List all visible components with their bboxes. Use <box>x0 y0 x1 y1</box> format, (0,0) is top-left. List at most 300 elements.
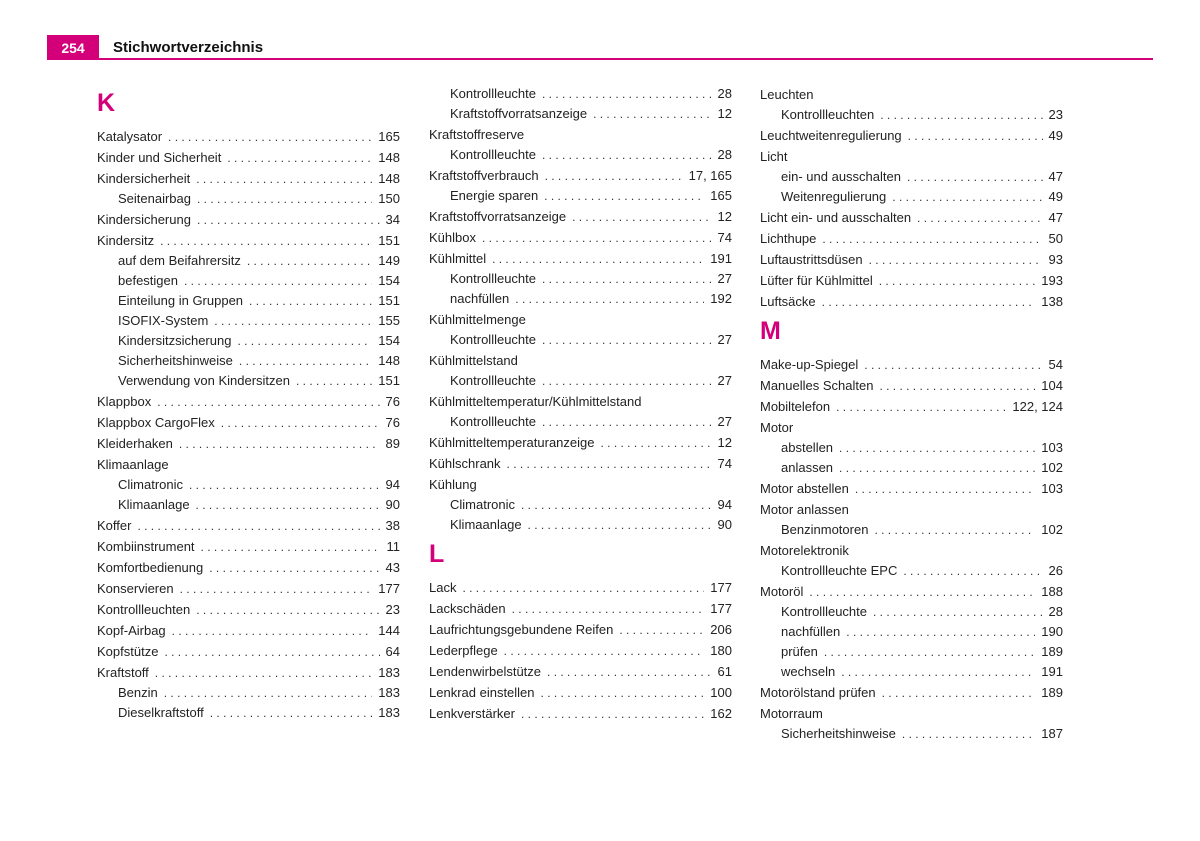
index-term: Dieselkraftstoff <box>118 705 204 720</box>
index-term: Kombiinstrument <box>97 539 195 554</box>
index-term: Lichthupe <box>760 231 817 246</box>
index-subentry <box>429 330 732 350</box>
dot-leader <box>619 620 704 641</box>
page-reference: 177 <box>710 580 732 595</box>
page-reference: 144 <box>378 623 400 638</box>
index-term: Leuchtweitenregulierung <box>760 128 902 143</box>
index-entry <box>429 248 732 269</box>
dot-leader <box>214 311 372 331</box>
index-term: nachfüllen <box>450 291 510 306</box>
dot-leader <box>184 271 372 291</box>
index-term: Kraftstoff <box>97 665 149 680</box>
dot-leader <box>593 104 711 124</box>
page-reference: 148 <box>378 353 400 368</box>
dot-leader <box>846 622 1035 642</box>
dot-leader <box>197 210 380 231</box>
index-entry <box>97 599 400 620</box>
index-entry <box>760 291 1063 312</box>
index-term: Klimaanlage <box>118 497 190 512</box>
page-reference: 102 <box>1041 460 1063 475</box>
dot-leader <box>839 458 1035 478</box>
page-reference: 189 <box>1041 685 1063 700</box>
dot-leader <box>239 351 372 371</box>
index-term: Lüfter für Kühlmittel <box>760 273 873 288</box>
index-entry <box>429 165 732 186</box>
index-entry <box>97 168 400 189</box>
index-term: Licht <box>760 149 788 164</box>
index-term: Kopfstütze <box>97 644 159 659</box>
index-term: Kühlmittel <box>429 251 487 266</box>
page-reference: 12 <box>717 435 732 450</box>
section-letter: M <box>760 317 781 345</box>
dot-leader <box>237 331 372 351</box>
dot-leader <box>172 621 373 642</box>
page-reference: 190 <box>1041 624 1063 639</box>
page-reference: 206 <box>710 622 732 637</box>
page-reference: 100 <box>710 685 732 700</box>
index-term: Klimaanlage <box>450 517 522 532</box>
index-column-1 <box>97 84 400 723</box>
index-subentry <box>97 351 400 371</box>
dot-leader <box>492 249 704 270</box>
page-reference: 165 <box>378 129 400 144</box>
index-term: anlassen <box>781 460 834 475</box>
dot-leader <box>197 189 372 209</box>
page-reference: 90 <box>717 517 732 532</box>
index-subentry <box>760 662 1063 682</box>
index-entry <box>760 703 1063 724</box>
page-header <box>0 0 1200 60</box>
index-term: Kontrollleuchte <box>450 332 536 347</box>
index-subentry <box>760 520 1063 540</box>
page-reference: 74 <box>717 456 732 471</box>
index-term: Mobiltelefon <box>760 399 831 414</box>
dot-leader <box>839 438 1035 458</box>
index-entry <box>97 147 400 168</box>
page-reference: 183 <box>378 665 400 680</box>
page-reference: 188 <box>1041 584 1063 599</box>
index-entry <box>760 146 1063 167</box>
dot-leader <box>507 454 712 475</box>
dot-leader <box>504 641 705 662</box>
index-term: Weitenregulierung <box>781 189 887 204</box>
dot-leader <box>542 145 712 165</box>
index-subentry <box>97 371 400 391</box>
dot-leader <box>600 433 711 454</box>
dot-leader <box>907 167 1043 187</box>
dot-leader <box>542 412 712 432</box>
index-term: Seitenairbag <box>118 191 191 206</box>
index-term: Komfortbedienung <box>97 560 204 575</box>
index-term: Kühlmitteltemperatur/Kühlmittelstand <box>429 394 642 409</box>
index-term: Kühlung <box>429 477 477 492</box>
index-term: Kontrollleuchte <box>450 86 536 101</box>
index-entry <box>97 209 400 230</box>
dot-leader <box>882 683 1036 704</box>
dot-leader <box>221 413 380 434</box>
index-entry <box>760 270 1063 291</box>
index-entry <box>97 433 400 454</box>
index-term: Climatronic <box>450 497 516 512</box>
dot-leader <box>196 495 380 515</box>
index-term: nachfüllen <box>781 624 841 639</box>
page-reference: 165 <box>710 188 732 203</box>
index-entry <box>760 417 1063 438</box>
index-entry <box>760 581 1063 602</box>
index-entry <box>760 354 1063 375</box>
index-entry <box>429 619 732 640</box>
index-subentry <box>760 458 1063 478</box>
page-reference: 191 <box>1041 664 1063 679</box>
page-reference: 26 <box>1048 563 1063 578</box>
index-term: wechseln <box>781 664 836 679</box>
index-subentry <box>97 251 400 271</box>
page-reference: 94 <box>385 477 400 492</box>
index-subentry <box>429 515 732 535</box>
index-entry <box>760 84 1063 105</box>
page-reference: 12 <box>717 106 732 121</box>
dot-leader <box>137 516 379 537</box>
index-subentry <box>760 642 1063 662</box>
page-reference: 155 <box>378 313 400 328</box>
dot-leader <box>168 127 372 148</box>
dot-leader <box>179 434 380 455</box>
page-reference: 138 <box>1041 294 1063 309</box>
index-subentry <box>429 186 732 206</box>
index-entry <box>429 598 732 619</box>
page-reference: 43 <box>385 560 400 575</box>
index-entry <box>760 540 1063 561</box>
dot-leader <box>180 579 373 600</box>
dot-leader <box>874 520 1035 540</box>
index-term: Manuelles Schalten <box>760 378 874 393</box>
index-term: Kühlmittelstand <box>429 353 518 368</box>
dot-leader <box>809 582 1035 603</box>
index-entry <box>429 577 732 598</box>
index-term: Kinder und Sicherheit <box>97 150 222 165</box>
page-reference: 34 <box>385 212 400 227</box>
dot-leader <box>541 683 705 704</box>
index-term: Lenkrad einstellen <box>429 685 535 700</box>
dot-leader <box>189 475 380 495</box>
index-term: Motorraum <box>760 706 823 721</box>
dot-leader <box>545 166 683 187</box>
index-term: Motor anlassen <box>760 502 849 517</box>
page-reference: 23 <box>1048 107 1063 122</box>
index-subentry <box>429 269 732 289</box>
index-term: Konservieren <box>97 581 174 596</box>
index-subentry <box>760 438 1063 458</box>
page-reference: 103 <box>1041 440 1063 455</box>
index-term: befestigen <box>118 273 178 288</box>
index-entry <box>760 228 1063 249</box>
page-reference: 12 <box>717 209 732 224</box>
dot-leader <box>855 479 1035 500</box>
index-term: Kindersitzsicherung <box>118 333 232 348</box>
index-term: Motor abstellen <box>760 481 849 496</box>
page-reference: 28 <box>717 86 732 101</box>
dot-leader <box>201 537 381 558</box>
page-number: 254 <box>47 35 99 60</box>
index-entry <box>429 474 732 495</box>
header-rule <box>47 58 1153 60</box>
page-reference: 61 <box>717 664 732 679</box>
index-term: ein- und ausschalten <box>781 169 901 184</box>
index-term: Motorelektronik <box>760 543 849 558</box>
dot-leader <box>908 126 1043 147</box>
index-term: Kontrollleuchten <box>781 107 875 122</box>
dot-leader <box>247 251 372 271</box>
index-subentry <box>760 602 1063 622</box>
index-term: Kopf-Airbag <box>97 623 166 638</box>
dot-leader <box>822 292 1036 313</box>
index-term: Lendenwirbelstütze <box>429 664 542 679</box>
index-term: Lederpflege <box>429 643 498 658</box>
index-term: auf dem Beifahrersitz <box>118 253 241 268</box>
index-term: Klappbox <box>97 394 152 409</box>
index-term: Kühlmitteltemperaturanzeige <box>429 435 595 450</box>
index-subentry <box>760 561 1063 581</box>
index-subentry <box>97 475 400 495</box>
dot-leader <box>822 229 1042 250</box>
page-reference: 151 <box>378 233 400 248</box>
dot-leader <box>227 148 372 169</box>
dot-leader <box>869 250 1043 271</box>
index-entry <box>429 206 732 227</box>
page-reference: 151 <box>378 373 400 388</box>
index-subentry <box>429 104 732 124</box>
index-entry <box>97 515 400 536</box>
index-entry <box>97 230 400 251</box>
index-term: Sicherheitshinweise <box>118 353 233 368</box>
index-entry <box>760 478 1063 499</box>
index-entry <box>97 126 400 147</box>
index-column-3 <box>760 84 1063 744</box>
dot-leader <box>196 169 372 190</box>
page-reference: 47 <box>1048 169 1063 184</box>
section-letter: L <box>429 540 445 568</box>
index-term: prüfen <box>781 644 818 659</box>
index-subentry <box>429 145 732 165</box>
index-term: Leuchten <box>760 87 814 102</box>
index-entry <box>760 396 1063 417</box>
dot-leader <box>879 271 1036 292</box>
page-reference: 23 <box>385 602 400 617</box>
index-subentry <box>760 105 1063 125</box>
index-term: Luftaustrittsdüsen <box>760 252 863 267</box>
index-entry <box>429 703 732 724</box>
dot-leader <box>512 599 705 620</box>
dot-leader <box>249 291 372 311</box>
index-entry <box>97 454 400 475</box>
dot-leader <box>515 289 704 309</box>
dot-leader <box>544 186 704 206</box>
index-term: Einteilung in Gruppen <box>118 293 244 308</box>
index-entry <box>97 641 400 662</box>
index-subentry <box>429 289 732 309</box>
index-term: Kontrollleuchte EPC <box>781 563 898 578</box>
page-reference: 193 <box>1041 273 1063 288</box>
index-term: Kindersitz <box>97 233 155 248</box>
page-reference: 151 <box>378 293 400 308</box>
index-subentry <box>429 84 732 104</box>
dot-leader <box>209 558 379 579</box>
index-term: Benzin <box>118 685 158 700</box>
index-subentry <box>429 412 732 432</box>
dot-leader <box>482 228 712 249</box>
index-term: Kindersicherung <box>97 212 191 227</box>
page-reference: 102 <box>1041 522 1063 537</box>
index-term: Kontrollleuchten <box>97 602 191 617</box>
page-reference: 54 <box>1048 357 1063 372</box>
page-reference: 149 <box>378 253 400 268</box>
page-reference: 154 <box>378 333 400 348</box>
index-term: Laufrichtungsgebundene Reifen <box>429 622 614 637</box>
index-entry <box>429 309 732 330</box>
index-term: Kindersicherheit <box>97 171 191 186</box>
index-term: Kühlschrank <box>429 456 501 471</box>
index-entry <box>97 412 400 433</box>
page-reference: 17, 165 <box>688 168 732 183</box>
index-subentry <box>760 622 1063 642</box>
page-reference: 150 <box>378 191 400 206</box>
index-entry <box>760 249 1063 270</box>
index-term: Kraftstoffreserve <box>429 127 525 142</box>
page-reference: 28 <box>717 147 732 162</box>
index-subentry <box>97 189 400 209</box>
page-reference: 93 <box>1048 252 1063 267</box>
page-reference: 11 <box>386 539 400 554</box>
dot-leader <box>542 84 712 104</box>
index-subentry <box>760 724 1063 744</box>
page-reference: 148 <box>378 171 400 186</box>
page-reference: 27 <box>717 373 732 388</box>
index-term: Climatronic <box>118 477 184 492</box>
index-term: Lackschäden <box>429 601 506 616</box>
page-reference: 89 <box>385 436 400 451</box>
page-reference: 27 <box>717 271 732 286</box>
index-term: Motor <box>760 420 794 435</box>
dot-leader <box>542 371 712 391</box>
index-entry <box>760 125 1063 146</box>
index-entry <box>429 124 732 145</box>
page-reference: 187 <box>1041 726 1063 741</box>
index-term: Klappbox CargoFlex <box>97 415 215 430</box>
dot-leader <box>836 397 1006 418</box>
index-subentry <box>429 495 732 515</box>
dot-leader <box>873 602 1043 622</box>
dot-leader <box>157 392 379 413</box>
dot-leader <box>547 662 712 683</box>
index-subentry <box>429 371 732 391</box>
page-reference: 103 <box>1041 481 1063 496</box>
page-reference: 177 <box>378 581 400 596</box>
page-reference: 183 <box>378 705 400 720</box>
index-subentry <box>760 167 1063 187</box>
index-term: Kontrollleuchte <box>450 373 536 388</box>
index-term: Klimaanlage <box>97 457 169 472</box>
index-term: Koffer <box>97 518 132 533</box>
index-subentry <box>97 331 400 351</box>
index-entry <box>97 620 400 641</box>
index-entry <box>97 578 400 599</box>
dot-leader <box>164 683 373 703</box>
page-reference: 180 <box>710 643 732 658</box>
page-reference: 49 <box>1048 189 1063 204</box>
index-entry <box>97 662 400 683</box>
index-entry <box>429 432 732 453</box>
index-entry <box>429 391 732 412</box>
dot-leader <box>296 371 372 391</box>
index-entry <box>429 350 732 371</box>
page-reference: 94 <box>717 497 732 512</box>
page-reference: 27 <box>717 414 732 429</box>
page-reference: 47 <box>1048 210 1063 225</box>
dot-leader <box>880 105 1042 125</box>
dot-leader <box>917 208 1042 229</box>
index-subentry <box>97 683 400 703</box>
index-subentry <box>97 291 400 311</box>
index-term: Kühlmittelmenge <box>429 312 526 327</box>
index-entry <box>760 499 1063 520</box>
index-subentry <box>97 311 400 331</box>
index-term: Make-up-Spiegel <box>760 357 859 372</box>
page-reference: 183 <box>378 685 400 700</box>
dot-leader <box>521 704 704 725</box>
dot-leader <box>528 515 712 535</box>
index-term: Motorölstand prüfen <box>760 685 876 700</box>
index-subentry <box>97 495 400 515</box>
index-entry <box>429 640 732 661</box>
page-reference: 28 <box>1048 604 1063 619</box>
index-term: abstellen <box>781 440 834 455</box>
page-reference: 122, 124 <box>1012 399 1063 414</box>
page-reference: 76 <box>385 415 400 430</box>
index-entry <box>429 682 732 703</box>
index-subentry <box>97 271 400 291</box>
page-reference: 148 <box>378 150 400 165</box>
index-term: Luftsäcke <box>760 294 816 309</box>
index-entry <box>97 536 400 557</box>
dot-leader <box>879 376 1035 397</box>
index-column-2 <box>429 84 732 724</box>
index-term: Katalysator <box>97 129 163 144</box>
index-term: Energie sparen <box>450 188 539 203</box>
index-term: Kraftstoffvorratsanzeige <box>450 106 588 121</box>
page-reference: 191 <box>710 251 732 266</box>
dot-leader <box>903 561 1042 581</box>
dot-leader <box>521 495 712 515</box>
dot-leader <box>572 207 711 228</box>
dot-leader <box>164 642 379 663</box>
dot-leader <box>542 269 712 289</box>
dot-leader <box>864 355 1042 376</box>
dot-leader <box>160 231 372 252</box>
index-entry <box>429 661 732 682</box>
index-entry <box>760 207 1063 228</box>
page-reference: 74 <box>717 230 732 245</box>
index-term: Kühlbox <box>429 230 476 245</box>
page-title: Stichwortverzeichnis <box>113 39 264 56</box>
index-subentry <box>760 187 1063 207</box>
page-reference: 49 <box>1048 128 1063 143</box>
index-term: ISOFIX-System <box>118 313 209 328</box>
dot-leader <box>462 578 704 599</box>
page-reference: 90 <box>385 497 400 512</box>
dot-leader <box>892 187 1042 207</box>
index-term: Kontrollleuchte <box>781 604 867 619</box>
dot-leader <box>542 330 712 350</box>
